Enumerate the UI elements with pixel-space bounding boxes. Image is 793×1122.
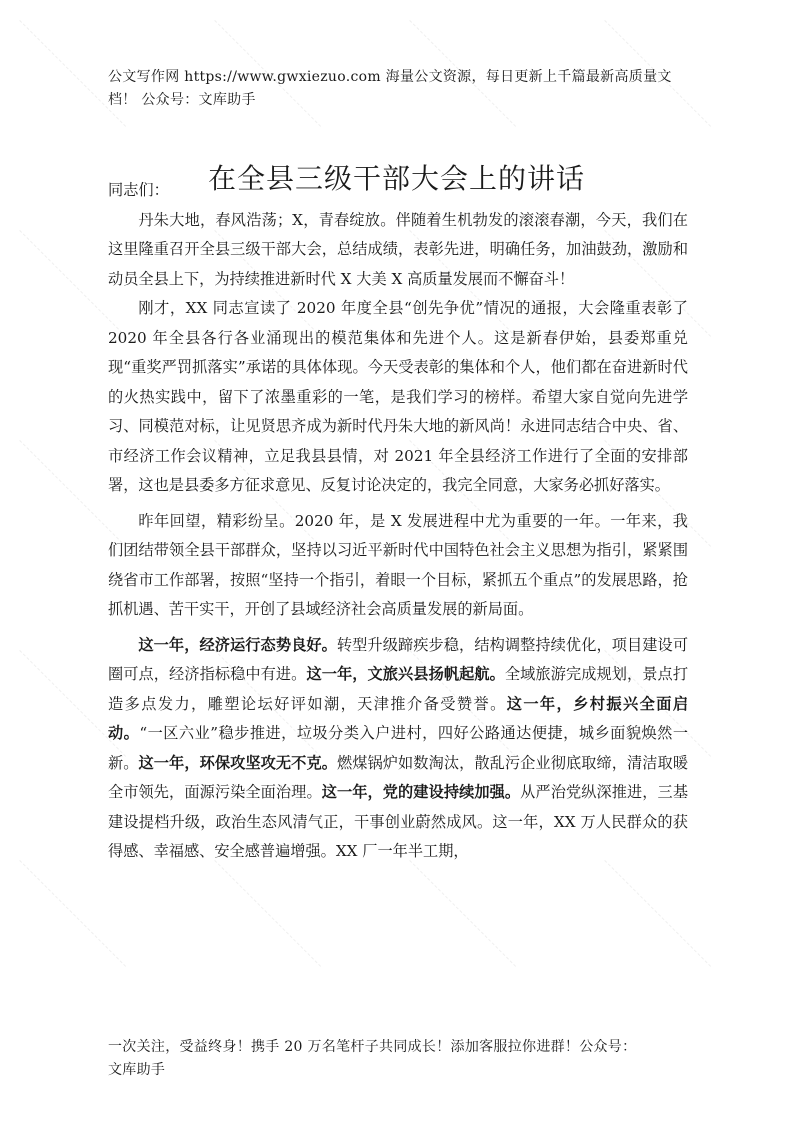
salutation: 同志们： <box>108 181 169 199</box>
paragraph-2: 刚才，XX 同志宣读了 2020 年度全县“创先争优”情况的通报，大会隆重表彰了 2020 年全县各行各业涌现出的模范集体和先进个人。这是新春伊始，县委郑重兑现“重奖严罚抓落实”承诺的具体体现。今天受表彰的集体和个人，他们都在奋进新时代的火热实践中，留下了浓墨重彩的一笔，是我们学习的榜样。希望大家自觉向先进学习、同模范对标，让见贤思齐成为新时代丹朱大地的新风尚！永进同志结合中央、省、市经济工作会议精神，立足我县县情，对 2021 年全县经济工作进行了全面的安排部署，这也是县委多方征求意见、反复讨论决定的，我完全同意，大家务必抓好落实。 <box>108 299 688 494</box>
highlight-economy: 这一年，经济运行态势良好。 <box>138 635 337 654</box>
watermark-mark <box>409 860 516 967</box>
paragraph-1: 丹朱大地，春风浩荡；X，青春绽放。伴随着生机勃发的滚滚春潮，今天，我们在这里隆重召开全县三级干部大会，总结成绩，表彰先进，明确任务，加油鼓劲，激励和动员全县上下，为持续推进新时代 X 大美 X 高质量发展而不懈奋斗！ <box>108 210 688 288</box>
document-title: 在全县三级干部大会上的讲话 <box>207 161 585 195</box>
footer-line-2: 文库助手 <box>108 1062 166 1078</box>
text-rural: “一区六业”稳步推进，垃圾分类入户进村，四好公路通达便捷，城乡面貌焕然一新。 <box>108 724 689 772</box>
page-header <box>108 66 693 112</box>
watermark-mark <box>214 860 321 967</box>
text-tourism: 全域旅游完成规划，景点打造多点发力，雕塑论坛好评如潮，天津推介备受赞誉。 <box>108 665 689 713</box>
page-footer <box>108 1036 693 1082</box>
watermark-mark <box>604 860 711 967</box>
watermark-mark <box>19 860 126 967</box>
document-body <box>108 176 688 867</box>
header-line-2: 档！ 公众号：文库助手 <box>108 92 256 108</box>
highlight-rural: 这一年，乡村振兴全面启动。 <box>108 694 689 742</box>
paragraph-3: 昨年回望，精彩纷呈。2020 年，是 X 发展进程中尤为重要的一年。一年来，我们团结带领全县干部群众，坚持以习近平新时代中国特色社会主义思想为指引，紧紧围绕省市工作部署，按照“坚持一个指引，着眼一个目标，紧抓五个重点”的发展思路，抢抓机遇、苦干实干，开创了县域经济社会高质量发展的新局面。 <box>108 511 688 618</box>
text-environment: 燃煤锅炉如数淘汰，散乱污企业彻底取缔，清洁取暖全市领先，面源污染全面治理。 <box>108 753 689 801</box>
highlight-tourism: 这一年，文旅兴县扬帆起航。 <box>306 665 505 683</box>
text-economy: 转型升级蹄疾步稳，结构调整持续优化，项目建设可圈可点，经济指标稳中有进。 <box>108 635 689 683</box>
paragraph-4 <box>108 631 688 867</box>
highlight-environment: 这一年，环保攻坚攻无不克。 <box>138 753 337 772</box>
highlight-party: 这一年，党的建设持续加强。 <box>321 783 521 801</box>
footer-line-1: 一次关注，受益终身！携手 20 万名笔杆子共同成长！添加客服拉你进群！公众号： <box>108 1039 637 1055</box>
text-party: 从严治党纵深推进，三基建设提档升级，政治生态风清气正，干事创业蔚然成风。这一年，XX 万人民群众的获得感、幸福感、安全感普遍增强。XX 厂一年半工期， <box>108 783 689 860</box>
header-line-1: 公文写作网 https://www.gwxiezuo.com 海量公文资源，每日更新上千篇最新高质量文 <box>108 69 672 85</box>
